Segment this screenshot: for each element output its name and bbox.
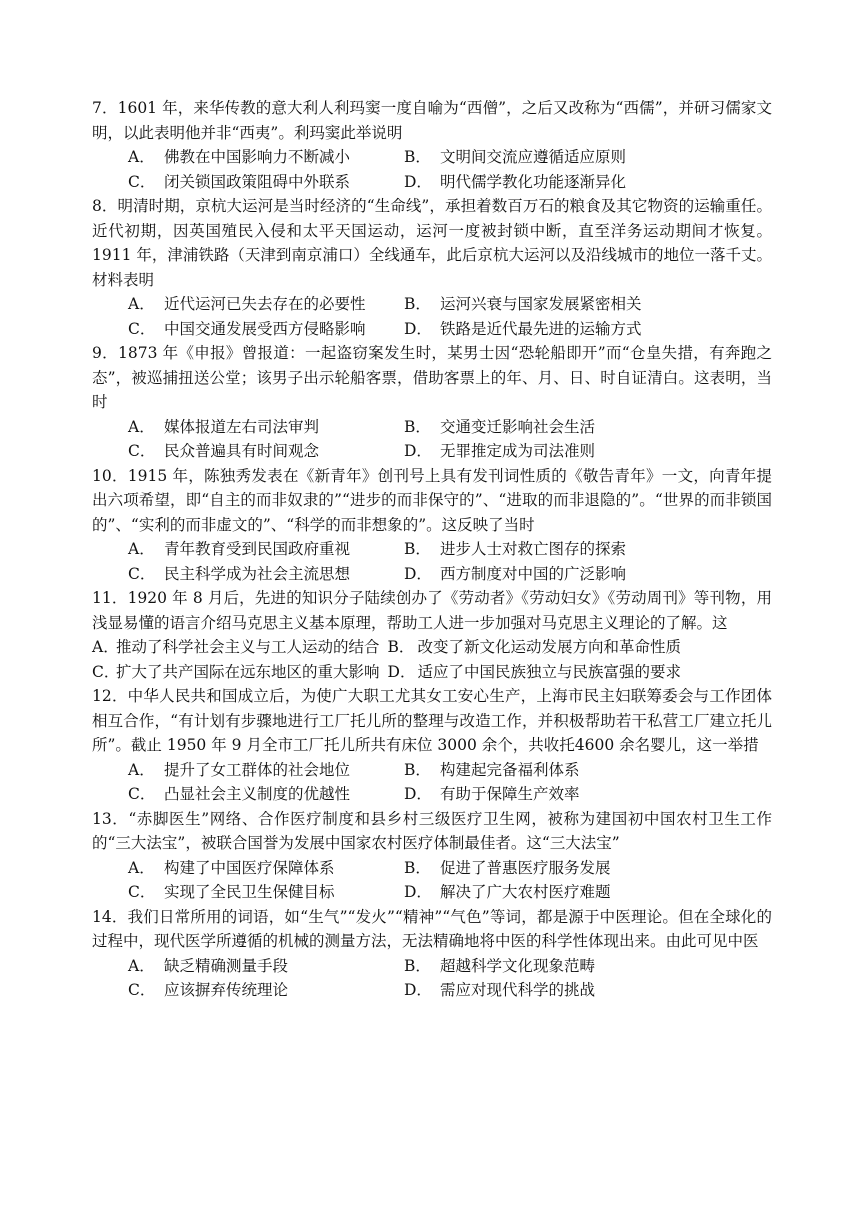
option-text: 西方制度对中国的广泛影响	[440, 564, 627, 583]
option-row	[92, 537, 772, 562]
option-text: 明代儒学教化功能逐渐异化	[440, 172, 627, 191]
options	[92, 292, 772, 341]
option-b[interactable]	[404, 145, 680, 170]
option-row	[92, 978, 772, 1003]
option-a[interactable]	[128, 954, 404, 979]
option-d[interactable]	[388, 660, 682, 685]
option-letter: A．	[128, 148, 155, 166]
option-text: 铁路是近代最先进的运输方式	[440, 319, 642, 338]
option-letter: A．	[128, 295, 155, 313]
option-a[interactable]	[128, 415, 404, 440]
option-letter: C．	[128, 564, 156, 583]
question-10	[92, 464, 772, 587]
option-letter: B．	[404, 858, 431, 877]
question-14	[92, 905, 772, 1003]
option-letter: C．	[128, 319, 156, 338]
option-row	[92, 758, 772, 783]
option-row	[92, 635, 772, 660]
option-letter: B．	[404, 148, 431, 166]
option-letter: B．	[387, 638, 415, 656]
option-letter: D．	[404, 319, 432, 338]
option-letter: A．	[128, 540, 155, 558]
question-12	[92, 684, 772, 807]
option-text: 缺乏精确测量手段	[164, 956, 289, 975]
option-letter: B．	[404, 760, 431, 779]
option-text: 进步人士对救亡图存的探索	[440, 540, 627, 558]
option-text: 民主科学成为社会主流思想	[164, 564, 351, 583]
question-stem: 10．1915 年，陈独秀发表在《新青年》创刊号上具有发刊词性质的《敬告青年》一文，向青年提出六项希望，即“自主的而非奴隶的”“进步的而非保守的”、“进取的而非退隐的”。“世界的而非锁国的”、“实利的而非虚文的”、“科学的而非想象的”。这反映了当时	[92, 466, 772, 534]
option-letter: C．	[128, 172, 156, 191]
option-text: 运河兴衰与国家发展紧密相关	[440, 295, 642, 313]
question-stem: 13．“赤脚医生”网络、合作医疗制度和县乡村三级医疗卫生网，被称为建国初中国农村卫生工作的“三大法宝”，被联合国誉为发展中国家农村医疗体制最佳者。这“三大法宝”	[92, 809, 772, 852]
question-7	[92, 96, 772, 194]
option-text: 提升了女工群体的社会地位	[164, 760, 351, 779]
options	[92, 635, 772, 684]
option-letter: C．	[128, 785, 156, 803]
option-text: 佛教在中国影响力不断减小	[164, 148, 351, 166]
option-row	[92, 145, 772, 170]
options	[92, 537, 772, 586]
option-b[interactable]	[404, 954, 680, 979]
option-row	[92, 954, 772, 979]
question-stem: 12．中华人民共和国成立后，为使广大职工尤其女工安心生产，上海市民主妇联筹委会与工作团体相互合作，“有计划有步骤地进行工厂托儿所的整理与改造工作，并积极帮助若干私营工厂建立托儿所”。截止 1950 年 9 月全市工厂托儿所共有床位 3000 余个，共收托4600 余名婴儿，这一举措	[92, 687, 772, 754]
option-row	[92, 660, 772, 685]
option-text: 媒体报道左右司法审判	[164, 417, 320, 436]
option-a[interactable]	[128, 145, 404, 170]
option-text: 有助于保障生产效率	[440, 785, 580, 803]
option-row	[92, 782, 772, 807]
question-stem: 9．1873 年《申报》曾报道：一起盗窃案发生时，某男士因“恐轮船即开”而“仓皇失措，有奔跑之态”，被巡捕扭送公堂；该男子出示轮船客票，借助客票上的年、月、日、时自证清白。这表明，当时	[92, 344, 772, 411]
option-letter: D．	[404, 883, 432, 901]
option-letter: A．	[128, 956, 155, 975]
option-text: 改变了新文化运动发展方向和革命性质	[417, 638, 682, 656]
option-c[interactable]	[128, 562, 404, 587]
option-letter: D．	[404, 442, 432, 460]
option-b[interactable]	[388, 635, 682, 660]
option-a[interactable]	[92, 635, 380, 660]
question-stem: 7．1601 年，来华传教的意大利人利玛窦一度自喻为“西僧”，之后又改称为“西儒”，并研习儒家文明，以此表明他并非“西夷”。利玛窦此举说明	[92, 99, 772, 142]
option-row	[92, 317, 772, 342]
option-c[interactable]	[128, 170, 404, 195]
option-text: 构建起完备福利体系	[440, 760, 580, 779]
option-d[interactable]	[404, 170, 680, 195]
option-a[interactable]	[128, 758, 404, 783]
option-letter: D．	[404, 981, 432, 999]
option-text: 青年教育受到民国政府重视	[164, 540, 351, 558]
option-letter: D．	[404, 172, 432, 191]
option-a[interactable]	[128, 292, 404, 317]
question-stem: 14．我们日常所用的词语，如“生气”“发火”“精神”“气色”等词，都是源于中医理论。但在全球化的过程中，现代医学所遵循的机械的测量方法，无法精确地将中医的科学性体现出来。由此可见中医	[92, 907, 772, 950]
options	[92, 856, 772, 905]
option-c[interactable]	[128, 880, 404, 905]
option-row	[92, 415, 772, 440]
option-text: 推动了科学社会主义与工人运动的结合	[116, 638, 380, 656]
option-text: 适应了中国民族独立与民族富强的要求	[417, 662, 682, 681]
option-text: 中国交通发展受西方侵略影响	[164, 319, 366, 338]
option-text: 扩大了共产国际在远东地区的重大影响	[116, 662, 380, 681]
option-c[interactable]	[128, 978, 404, 1003]
option-text: 无罪推定成为司法准则	[440, 442, 596, 460]
option-text: 闭关锁国政策阻碍中外联系	[164, 172, 351, 191]
question-13	[92, 807, 772, 905]
option-letter: C．	[128, 981, 156, 999]
option-a[interactable]	[128, 856, 404, 881]
option-text: 构建了中国医疗保障体系	[164, 858, 335, 877]
option-text: 促进了普惠医疗服务发展	[440, 858, 611, 877]
question-8	[92, 194, 772, 341]
option-text: 文明间交流应遵循适应原则	[440, 148, 627, 166]
option-letter: C．	[128, 442, 156, 460]
option-letter: B．	[404, 417, 431, 436]
option-b[interactable]	[404, 415, 680, 440]
option-d[interactable]	[404, 782, 680, 807]
option-text: 超越科学文化现象范畴	[440, 956, 596, 975]
option-text: 需应对现代科学的挑战	[440, 981, 596, 999]
option-d[interactable]	[404, 978, 680, 1003]
option-row	[92, 562, 772, 587]
option-text: 应该摒弃传统理论	[164, 981, 289, 999]
option-d[interactable]	[404, 562, 680, 587]
option-text: 交通变迁影响社会生活	[440, 417, 596, 436]
option-letter: B．	[404, 956, 431, 975]
option-b[interactable]	[404, 758, 680, 783]
options	[92, 145, 772, 194]
option-text: 凸显社会主义制度的优越性	[164, 785, 351, 803]
options	[92, 758, 772, 807]
option-a[interactable]	[128, 537, 404, 562]
question-11	[92, 586, 772, 684]
options	[92, 954, 772, 1003]
options	[92, 415, 772, 464]
option-b[interactable]	[404, 292, 680, 317]
question-list	[92, 96, 772, 1003]
option-row	[92, 170, 772, 195]
option-letter: C．	[92, 662, 120, 681]
option-row	[92, 292, 772, 317]
question-stem: 8．明清时期，京杭大运河是当时经济的“生命线”，承担着数百万石的粮食及其它物资的运输重任。近代初期，因英国殖民入侵和太平天国运动，运河一度被封锁中断，直至洋务运动期间才恢复。1911 年，津浦铁路（天津到南京浦口）全线通车，此后京杭大运河以及沿线城市的地位一落千丈。材料表明	[92, 197, 772, 289]
option-d[interactable]	[404, 880, 680, 905]
option-text: 民众普遍具有时间观念	[164, 442, 320, 460]
question-stem: 11．1920 年 8 月后，先进的知识分子陆续创办了《劳动者》《劳动妇女》《劳动周刊》等刊物，用浅显易懂的语言介绍马克思主义基本原理，帮助工人进一步加强对马克思主义理论的了解。这	[92, 589, 772, 632]
option-letter: A．	[128, 760, 155, 779]
option-letter: D．	[404, 564, 432, 583]
option-row	[92, 439, 772, 464]
option-d[interactable]	[404, 317, 680, 342]
option-letter: D．	[387, 662, 416, 681]
option-b[interactable]	[404, 856, 680, 881]
option-row	[92, 856, 772, 881]
option-c[interactable]	[92, 660, 380, 685]
option-letter: A．	[128, 858, 155, 877]
option-letter: A．	[92, 638, 119, 656]
option-text: 近代运河已失去存在的必要性	[164, 295, 366, 313]
question-9	[92, 341, 772, 464]
option-c[interactable]	[128, 317, 404, 342]
option-letter: D．	[404, 785, 432, 803]
option-letter: B．	[404, 540, 431, 558]
option-b[interactable]	[404, 537, 680, 562]
option-d[interactable]	[404, 439, 680, 464]
option-c[interactable]	[128, 782, 404, 807]
option-c[interactable]	[128, 439, 404, 464]
option-letter: A．	[128, 417, 155, 436]
option-text: 解决了广大农村医疗难题	[440, 883, 611, 901]
option-letter: B．	[404, 295, 431, 313]
option-row	[92, 880, 772, 905]
option-letter: C．	[128, 883, 156, 901]
option-text: 实现了全民卫生保健目标	[164, 883, 335, 901]
